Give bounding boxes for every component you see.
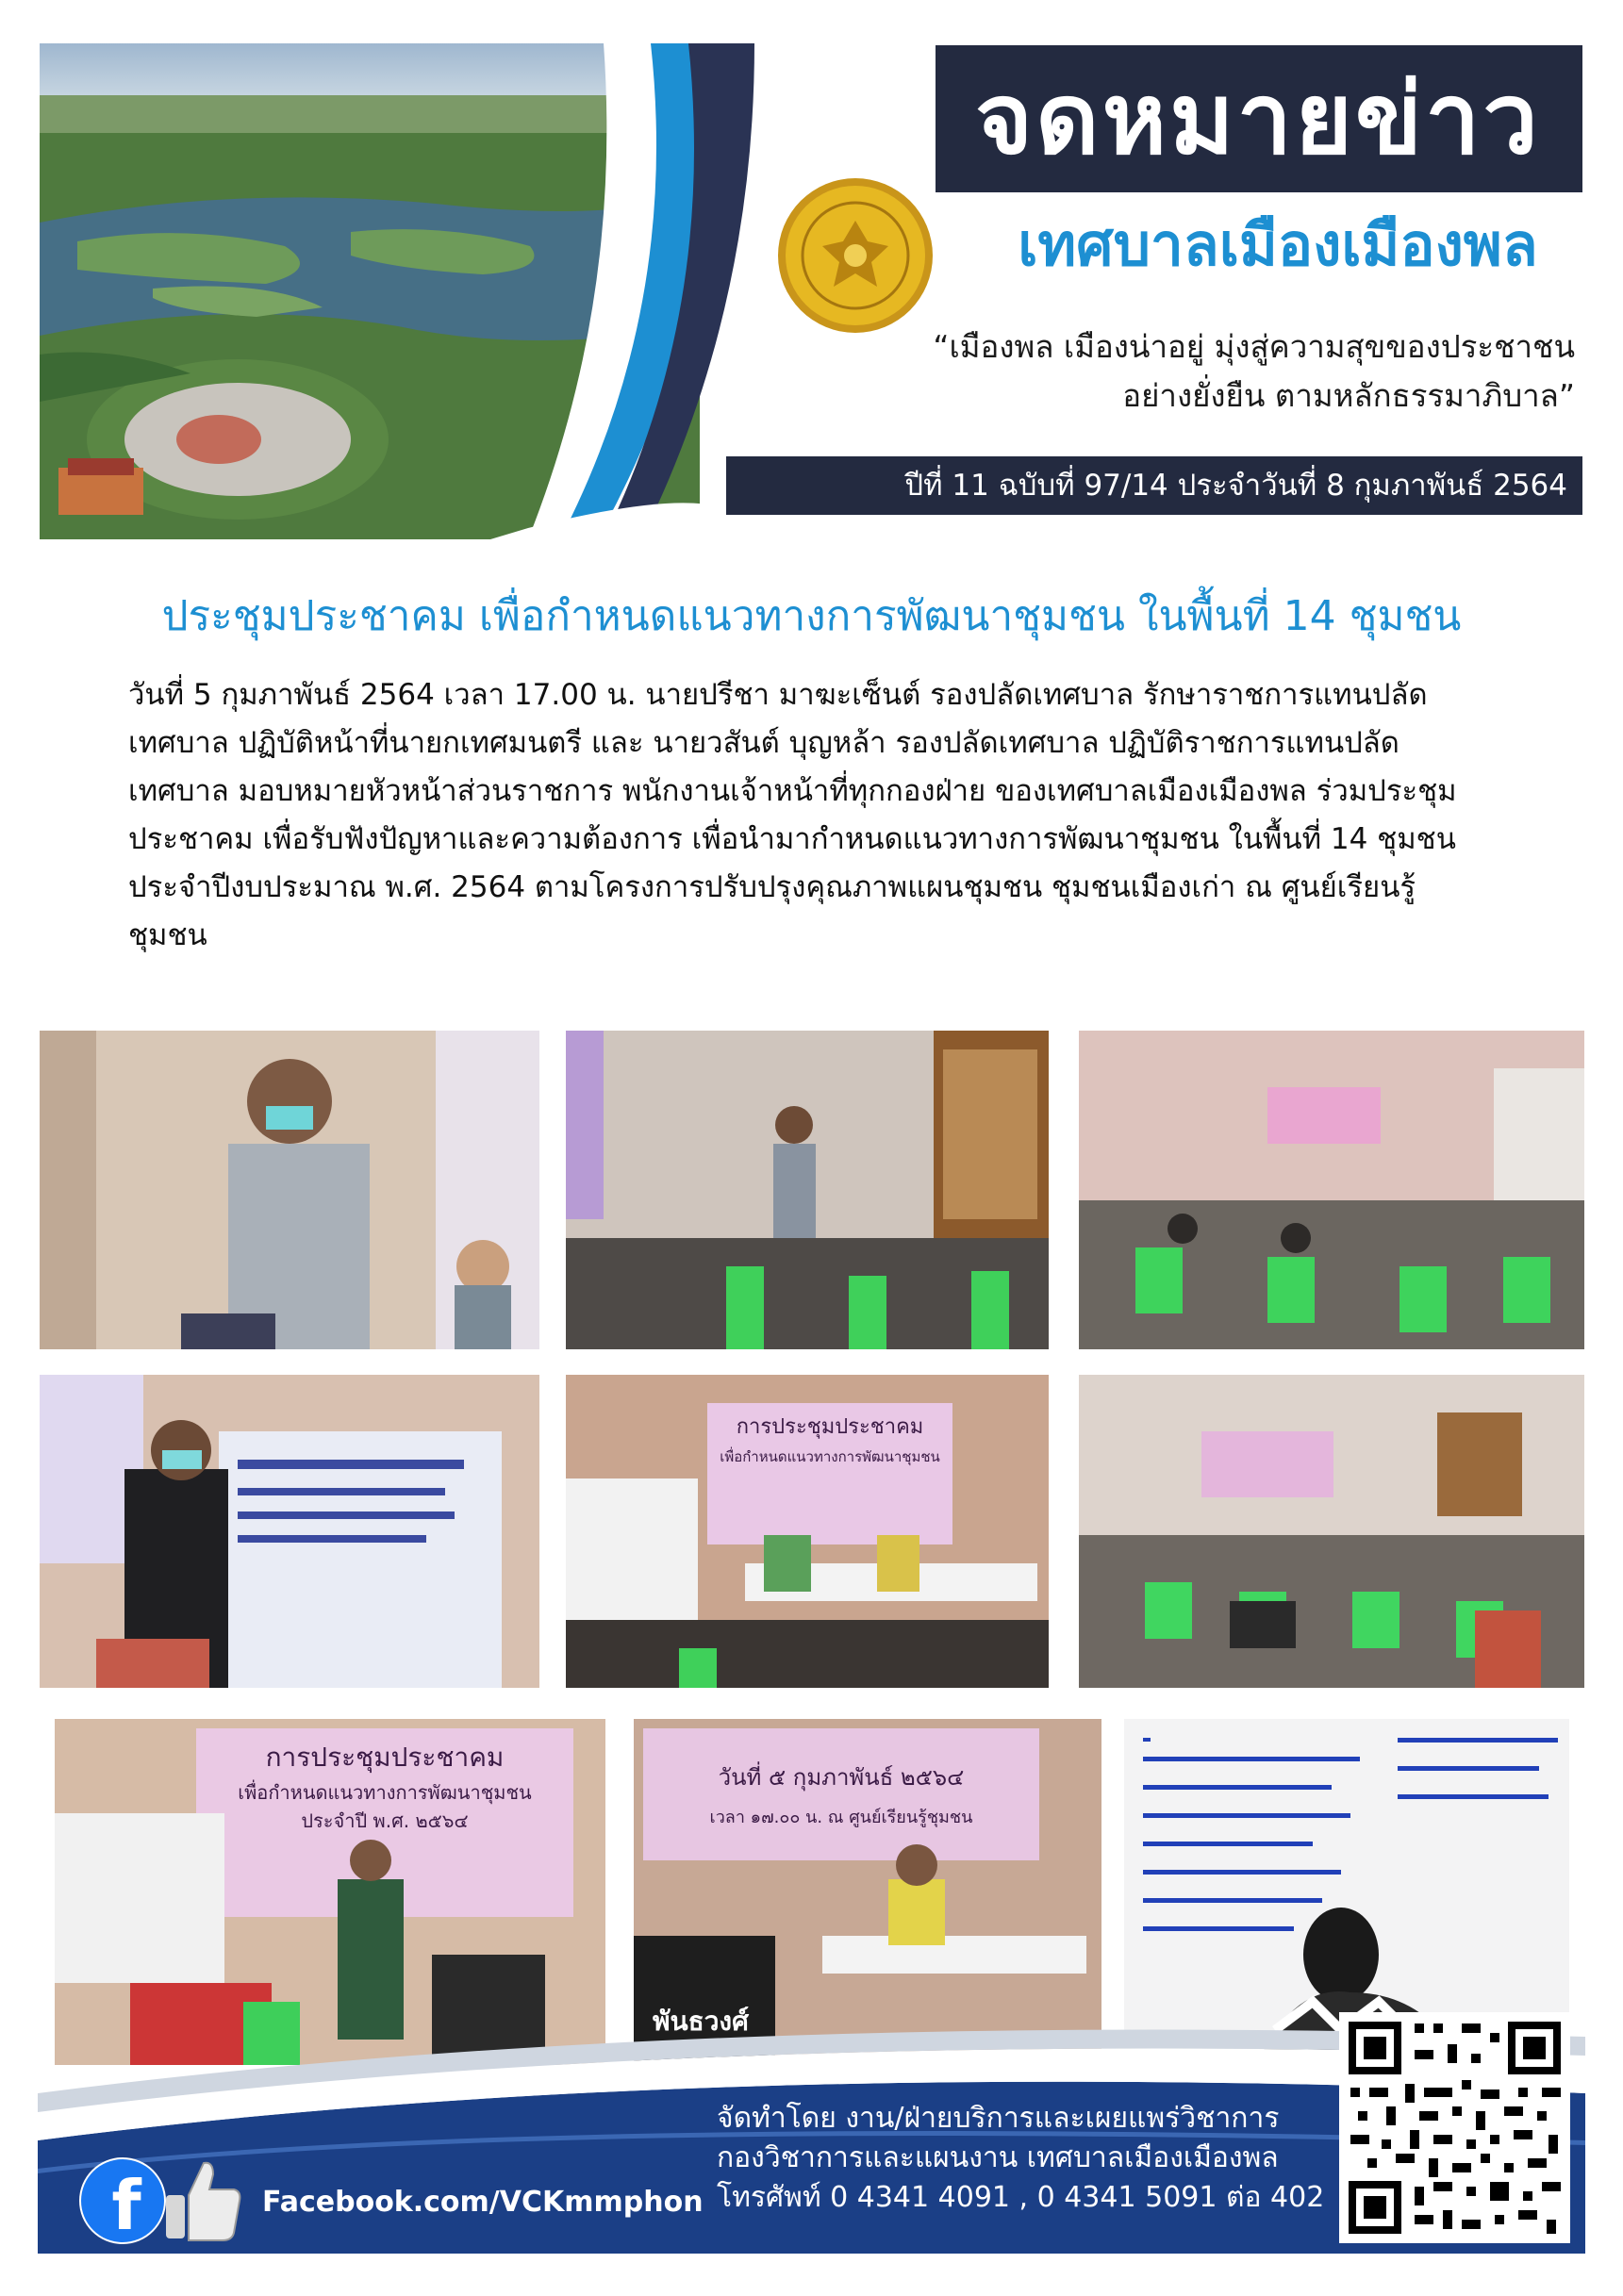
facebook-icon[interactable] [79, 2157, 166, 2244]
banner-subtitle-2: เพื่อกำหนดแนวทางการพัฒนาชุมชน [238, 1781, 532, 1804]
photo-meeting-table [566, 1375, 1049, 1688]
article-line: ประจำปีงบประมาณ พ.ศ. 2564 ตามโครงการปรับปรุงคุณภาพแผนชุมชน ชุมชนเมืองเก่า ณ ศูนย์เรียนรู้ [128, 870, 1416, 904]
banner-date: วันที่ ๕ กุมภาพันธ์ ๒๕๖๔ [718, 1764, 965, 1791]
article-line: เทศบาล ปฏิบัติหน้าที่นายกเทศมนตรี และ นายวสันต์ บุญหล้า รองปลัดเทศบาล ปฏิบัติราชการแทนปลัด [128, 726, 1399, 760]
photo-meeting-hall-1 [566, 1031, 1049, 1349]
photo-meeting-hall-2 [1079, 1031, 1584, 1349]
article-line: วันที่ 5 กุมภาพันธ์ 2564 เวลา 17.00 น. นายปรีชา มาฆะเซ็นต์ รองปลัดเทศบาล รักษาราชการแทนปลัด [128, 678, 1428, 712]
article-line: ชุมชน [128, 918, 207, 952]
banner-title-2: การประชุมประชาคม [265, 1742, 505, 1773]
producer-phone: โทรศัพท์ 0 4341 4091 , 0 4341 5091 ต่อ 402 [717, 2181, 1325, 2214]
photo-speaker-board [40, 1375, 539, 1688]
thumbs-up-icon [162, 2157, 243, 2244]
municipal-seal [775, 175, 936, 336]
banner-subtitle: เพื่อกำหนดแนวทางการพัฒนาชุมชน [720, 1448, 940, 1465]
article-line: ประชาคม เพื่อรับฟังปัญหาและความต้องการ เพื่อนำมากำหนดแนวทางการพัฒนาชุมชน ในพื้นที่ 14 ชุมชน [128, 822, 1456, 856]
photo-meeting-hall-3 [1079, 1375, 1584, 1688]
banner-title: การประชุมประชาคม [736, 1415, 924, 1439]
vest-label: พันธวงศ์ [653, 2006, 749, 2037]
article-body [128, 671, 1543, 960]
article-headline: ประชุมประชาคม เพื่อกำหนดแนวทางการพัฒนาชุมชน ในพื้นที่ 14 ชุมชน [161, 592, 1462, 640]
article-line: เทศบาล มอบหมายหัวหน้าส่วนราชการ พนักงานเจ้าหน้าที่ทุกกองฝ่าย ของเทศบาลเมืองเมืองพล ร่วมประชุม [128, 774, 1457, 808]
qr-code[interactable] [1339, 2012, 1570, 2243]
slogan [877, 322, 1575, 421]
photo-speaker-man [40, 1031, 539, 1349]
newsletter-title: จดหมายข่าว [975, 61, 1541, 176]
facebook-url[interactable]: Facebook.com/VCKmmphon [262, 2186, 704, 2219]
producer-line-1: จัดทำโดย งาน/ฝ่ายบริการและเผยแพร่วิชาการ [717, 2102, 1280, 2135]
slogan-line-1: “เมืองพล เมืองน่าอยู่ มุ่งสู่ความสุขของประชาชน [933, 328, 1575, 365]
hero-aerial-photo [40, 43, 700, 539]
slogan-line-2: อย่างยั่งยืน ตามหลักธรรมาภิบาล” [1122, 377, 1575, 414]
facebook-letter: f [111, 2166, 141, 2244]
banner-year: ประจำปี พ.ศ. ๒๕๖๔ [301, 1809, 469, 1832]
banner-time: เวลา ๑๗.๐๐ น. ณ ศูนย์เรียนรู้ชุมชน [709, 1808, 973, 1827]
producer-info [717, 2099, 1325, 2218]
issue-info: ปีที่ 11 ฉบับที่ 97/14 ประจำวันที่ 8 กุมภาพันธ์ 2564 [904, 469, 1567, 503]
organization-name: เทศบาลเมืองเมืองพล [1018, 210, 1538, 279]
producer-line-2: กองวิชาการและแผนงาน เทศบาลเมืองเมืองพล [717, 2141, 1279, 2174]
